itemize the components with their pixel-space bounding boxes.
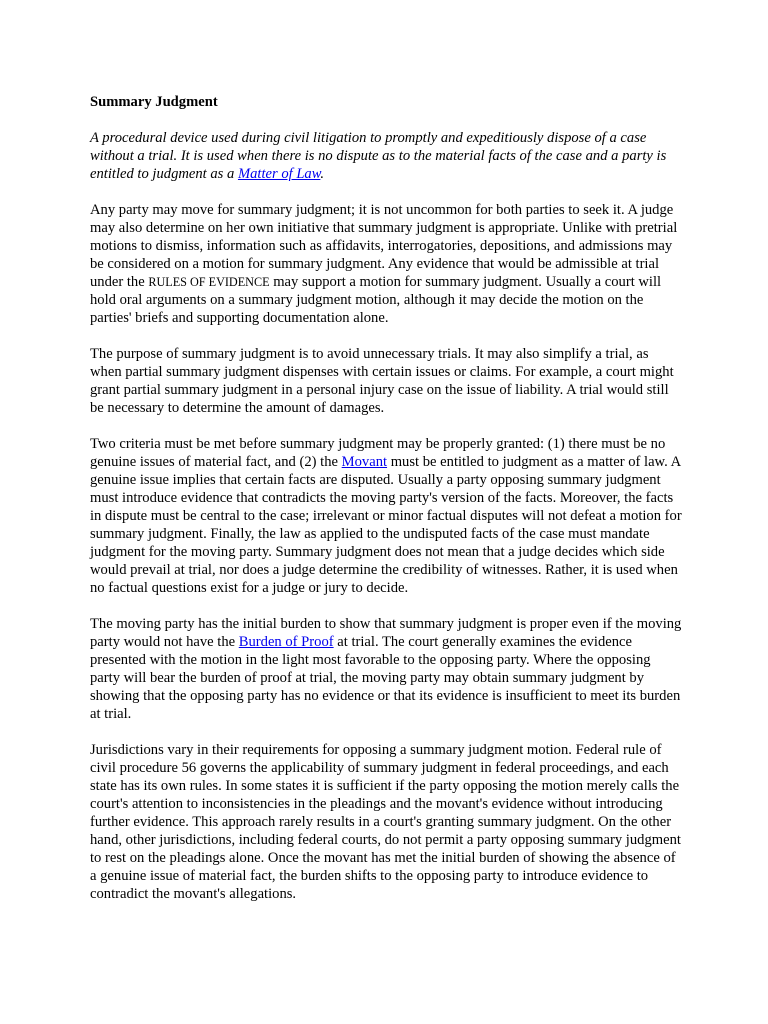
paragraph-criteria-text-1: Two criteria must be met before summary judgment may be properly granted: (1) there must be no genuine issues of material fact, and (2) the [90, 436, 666, 470]
document-page [90, 93, 682, 921]
paragraph-criteria-text-2: must be entitled to judgment as a matter of law. A genuine issue implies that certain facts are disputed. Usually a party opposing summary judgment must introduce evidence that contradicts the moving party's version of the facts. Moreover, the facts in dispute must be central to the case; irrelevant or minor factual disputes will not defeat a motion for summary judgment. Finally, the law as applied to the undisputed facts of the case must mandate judgment for the moving party. Summary judgment does not mean that a judge decides which side would prevail at trial, nor does a judge determine the credibility of witnesses. Rather, it is used when no factual questions exist for a judge or jury to decide. [90, 454, 682, 596]
movant-link[interactable]: Movant [341, 454, 388, 470]
paragraph-criteria [90, 435, 682, 597]
paragraph-motion-text-2: may support a motion for summary judgment. Usually a court will hold oral arguments on a summary judgment motion, although it may decide the motion on the parties' briefs and supporting documentation alone. [90, 274, 662, 326]
paragraph-motion [90, 201, 682, 327]
burden-of-proof-link[interactable]: Burden of Proof [238, 634, 334, 650]
paragraph-purpose: The purpose of summary judgment is to avoid unnecessary trials. It may also simplify a trial, as when partial summary judgment dispenses with certain issues or claims. For example, a court might grant partial summary judgment in a personal injury case on the issue of liability. A trial would still be necessary to determine the amount of damages. [90, 346, 674, 416]
definition-end: . [320, 166, 325, 182]
paragraph-jurisdictions: Jurisdictions vary in their requirements for opposing a summary judgment motion. Federal rule of civil procedure 56 governs the applicability of summary judgment in federal proceedings, and each state has its own rules. In some states it is sufficient if the party opposing the motion merely calls the court's attention to inconsistencies in the pleadings and the movant's evidence without introducing further evidence. This approach rarely results in a court's granting summary judgment. On the other hand, other jurisdictions, including federal courts, do not permit a party opposing summary judgment to rest on the pleadings alone. Once the movant has met the initial burden of showing the absence of a genuine issue of material fact, the burden shifts to the opposing party to introduce evidence to contradict the movant's allegations. [90, 742, 681, 902]
document-title: Summary Judgment [90, 94, 218, 110]
paragraph-burden-text-1: The moving party has the initial burden to show that summary judgment is proper even if the moving party would not have the [90, 616, 682, 650]
definition-paragraph [90, 129, 682, 183]
definition-text: A procedural device used during civil litigation to promptly and expeditiously dispose of a case without a trial. It is used when there is no dispute as to the material facts of the case and a party is entitled to judgment as a [90, 130, 667, 182]
paragraph-burden-text-2: at trial. The court generally examines the evidence presented with the motion in the light most favorable to the opposing party. Where the opposing party will bear the burden of proof at trial, the moving party may obtain summary judgment by showing that the opposing party has no evidence or that its evidence is insufficient to meet its burden at trial. [90, 634, 681, 722]
matter-of-law-link[interactable]: Matter of Law [237, 166, 321, 182]
paragraph-burden [90, 615, 682, 723]
paragraph-motion-text-1: Any party may move for summary judgment; it is not uncommon for both parties to seek it. A judge may also determine on her own initiative that summary judgment is appropriate. Unlike with pretrial motions to dismiss, information such as affidavits, interrogatories, depositions, and admissions may be considered on a motion for summary judgment. Any evidence that would be admissible at trial under the [90, 202, 678, 290]
rules-of-evidence-text: RULES OF EVIDENCE [148, 275, 270, 289]
